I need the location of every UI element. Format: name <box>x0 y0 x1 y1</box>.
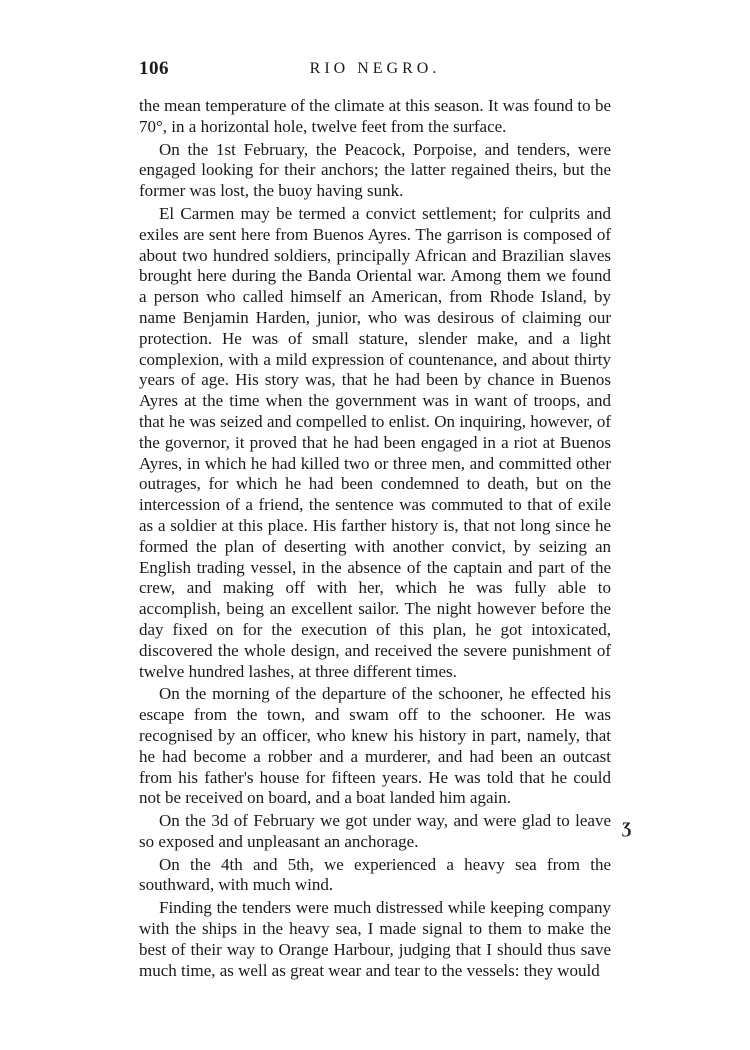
paragraph-3: El Carmen may be termed a convict settlement; for culprits and exiles are sent here from Buenos Ayres. The garrison is composed of about two hundred soldiers, principally African and Brazilian slaves brought here during the Banda Oriental war. Among them we found a person who called himself an American, from Rhode Island, by name Benjamin Harden, junior, who was desirous of claiming our protection. He was of small stature, slender make, and a light complexion, with a mild expression of countenance, and about thirty years of age. His story was, that he had been by chance in Buenos Ayres at the time when the government was in want of troops, and that he was seized and compelled to enlist. On inquiring, however, of the governor, it proved that he had been engaged in a riot at Buenos Ayres, in which he had killed two or three men, and committed other outrages, for which he had been condemned to death, but on the intercession of a friend, the sentence was commuted to that of exile as a soldier at this place. His farther history is, that not long since he formed the plan of deserting with another convict, by seizing an English trading vessel, in the absence of the captain and part of the crew, and making off with her, which he was fully able to accomplish, being an excellent sailor. The night however before the day fixed on for the execution of this plan, he got intoxicated, discovered the whole design, and received the severe punishment of twelve hundred lashes, at three different times. <box>139 203 611 681</box>
page-number: 106 <box>139 58 169 79</box>
paragraph-5: On the 3d of February we got under way, and were glad to leave so exposed and unpleasant an anchorage. <box>139 811 611 851</box>
page-header <box>139 58 611 88</box>
paragraph-6: On the 4th and 5th, we experienced a heavy sea from the southward, with much wind. <box>139 854 611 895</box>
paragraph-2: On the 1st February, the Peacock, Porpoise, and tenders, were engaged looking for their anchors; the latter regained theirs, but the former was lost, the buoy having sunk. <box>139 139 611 201</box>
running-title: RIO NEGRO. <box>309 60 441 77</box>
paragraph-1: the mean temperature of the climate at this season. It was found to be 70°, in a horizontal hole, twelve feet from the surface. <box>139 96 611 136</box>
paragraph-4: On the morning of the departure of the schooner, he effected his escape from the town, and swam off to the schooner. He was recognised by an officer, who knew his history in part, namely, that he had become a robber and a murderer, and had been an outcast from his father's house for fifteen years. He was told that he could not be received on board, and a boat landed him again. <box>139 684 611 808</box>
body-text <box>139 96 611 981</box>
paragraph-7: Finding the tenders were much distressed while keeping company with the ships in the heavy sea, I made signal to them to make the best of their way to Orange Harbour, judging that I should thus save much time, as well as great wear and tear to the vessels: they would <box>139 898 611 980</box>
margin-mark: Ʒ <box>622 820 632 837</box>
